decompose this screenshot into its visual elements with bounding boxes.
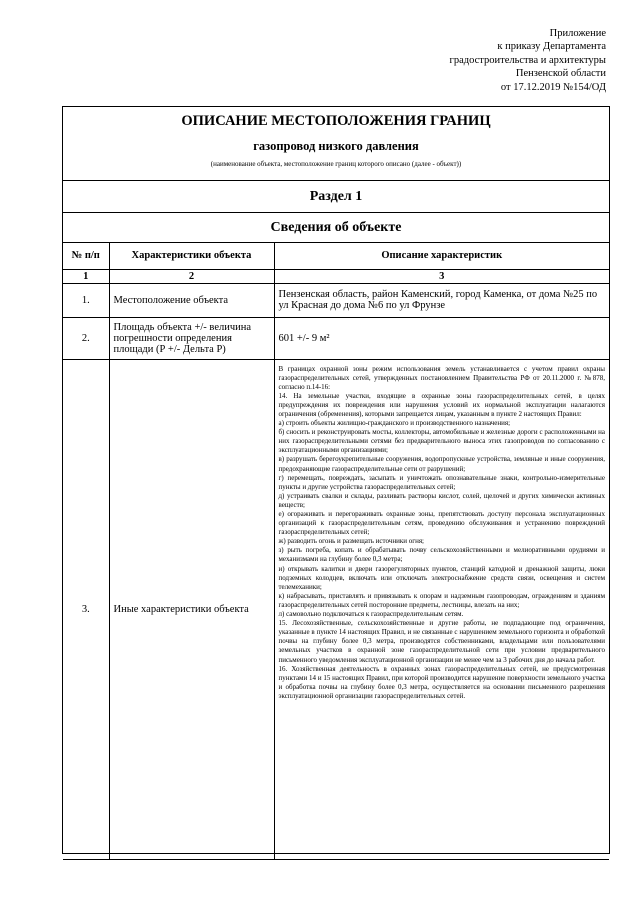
row-label: Местоположение объекта: [109, 283, 274, 317]
other-characteristics-text: [274, 359, 609, 859]
appendix-line: от 17.12.2019 №154/ОД: [500, 81, 606, 93]
regulation-paragraph: з) рыть погреба, копать и обрабатывать почву сельскохозяйственными и мелиоративными орудиями и механизмами на глубину более 0,3 метра;: [278, 546, 605, 564]
appendix-line: Пензенской области: [515, 68, 606, 80]
appendix-line: Приложение: [549, 28, 606, 39]
row-number: 1.: [63, 283, 109, 317]
regulation-paragraph: ж) разводить огонь и размещать источники огня;: [278, 537, 424, 546]
object-table: [63, 243, 609, 860]
column-number: 2: [109, 269, 274, 283]
column-number: 3: [274, 269, 609, 283]
regulation-paragraph: д) устраивать свалки и склады, разливать растворы кислот, солей, щелочей и других химически активных веществ;: [278, 491, 605, 509]
row-value: 601 +/- 9 м²: [274, 317, 609, 359]
appendix-line: градостроительства и архитектуры: [449, 54, 606, 66]
column-number-row: [63, 269, 609, 283]
regulation-paragraph: В границах охранной зоны режим использования земель устанавливается с учетом правил охраны газораспределительных сетей, утвержденных постановлением Правительства РФ от 20.11.2000 г. №878, согласно п.14-16:: [278, 364, 605, 391]
regulation-paragraph: л) самовольно подключаться к газораспределительным сетям.: [278, 610, 464, 619]
column-header: № п/п: [63, 243, 109, 269]
column-header: Характеристики объекта: [109, 243, 274, 269]
title-block: [63, 107, 609, 181]
regulation-paragraph: в) разрушать берегоукрепительные сооружения, водопропускные устройства, земляные и иные сооружения, предохраняющие газораспределительные сети от разрушений;: [278, 455, 605, 473]
document-frame: [62, 106, 610, 854]
regulation-paragraph: г) перемещать, повреждать, засыпать и уничтожать опознавательные знаки, контрольно-измерительные пункты и другие устройства газораспределительных сетей;: [278, 473, 605, 491]
table-row: [63, 359, 609, 859]
row-value: Пензенская область, район Каменский, город Каменка, от дома №25 по ул Красная до дома №6 по ул Фрунзе: [274, 283, 609, 317]
regulation-paragraph: а) строить объекты жилищно-гражданского и производственного назначения;: [278, 419, 511, 428]
row-label: Иные характеристики объекта: [109, 359, 274, 859]
regulation-paragraph: к) набрасывать, приставлять и привязывать к опорам и надземным газопроводам, ограждениям и зданиям газораспределительных сетей посторонние предметы, лестницы, влезать на них;: [278, 591, 605, 609]
row-label: Площадь объекта +/- величина погрешности определения площади (Р +/- Дельта Р): [109, 317, 274, 359]
object-caption: (наименование объекта, местоположение границ которого описано (далее - объект)): [210, 160, 462, 168]
row-number: 2.: [63, 317, 109, 359]
column-number: 1: [63, 269, 109, 283]
regulation-paragraph: е) огораживать и перегораживать охранные зоны, препятствовать доступу персонала эксплуатационных организаций к газораспределительным сетям, проведению обслуживания и устранению повреждений газораспределительных сетей;: [278, 510, 605, 537]
page-title: ОПИСАНИЕ МЕСТОПОЛОЖЕНИЯ ГРАНИЦ: [181, 113, 491, 129]
regulation-paragraph: 15. Лесохозяйственные, сельскохозяйственные и другие работы, не подпадающие под ограничения, указанные в пункте 14 настоящих Правил, и не связанные с нарушением земельного горизонта и обработкой почвы на глубину более 0,3 метра, производятся собственниками, владельцами или пользователями земельных участков в охранной зоне газораспределительной сети при условии предварительного письменного уведомления эксплуатационной организации не менее чем за 3 рабочих дня до начала работ.: [278, 619, 605, 664]
table-header-row: [63, 243, 609, 269]
column-header: Описание характеристик: [274, 243, 609, 269]
section-title: Раздел 1: [63, 181, 609, 213]
info-title: Сведения об объекте: [63, 213, 609, 243]
regulation-paragraph: 14. На земельные участки, входящие в охранные зоны газораспределительных сетей, в целях предупреждения их повреждения или нарушения условий их нормальной эксплуатации налагаются ограничения (обременения), которыми запрещается лицам, указанным в пункте 2 настоящих Правил:: [278, 391, 605, 418]
row-number: 3.: [63, 359, 109, 859]
object-name: газопровод низкого давления: [253, 139, 419, 153]
regulation-paragraph: 16. Хозяйственная деятельность в охранных зонах газораспределительных сетей, не предусмотренная пунктами 14 и 15 настоящих Правил, при которой производится нарушение поверхности земельного участка и обработка почвы на глубину более 0,3 метра, осуществляется на основании письменного разрешения эксплуатационной организации газораспределительных сетей.: [278, 664, 605, 700]
regulation-paragraph: б) сносить и реконструировать мосты, коллекторы, автомобильные и железные дороги с расположенными на них газораспределительными сетями без предварительного выноса этих газопроводов по согласованию с эксплуатационными организациями;: [278, 428, 605, 455]
table-row: [63, 317, 609, 359]
appendix-line: к приказу Департамента: [497, 41, 606, 53]
table-row: [63, 283, 609, 317]
regulation-paragraph: и) открывать калитки и двери газорегуляторных пунктов, станций катодной и дренажной защиты, люки подземных колодцев, включать или отключать электроснабжение средств связи, освещения и систем телемеханики;: [278, 564, 605, 591]
appendix-header: [450, 27, 606, 94]
